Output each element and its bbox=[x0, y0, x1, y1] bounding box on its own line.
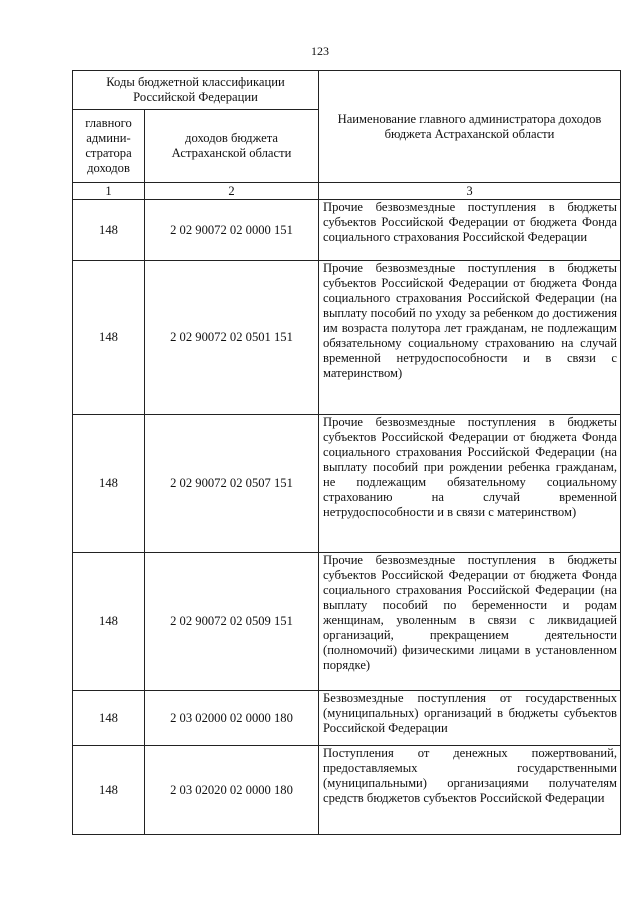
income-code-cell: 2 03 02020 02 0000 180 bbox=[145, 746, 319, 835]
header-code-column: доходов бюджета Астраханской области bbox=[145, 110, 319, 183]
admin-code-cell: 148 bbox=[73, 691, 145, 746]
income-code-cell: 2 03 02000 02 0000 180 bbox=[145, 691, 319, 746]
income-code-cell: 2 02 90072 02 0501 151 bbox=[145, 261, 319, 415]
header-number-2: 2 bbox=[145, 183, 319, 200]
admin-code-cell: 148 bbox=[73, 261, 145, 415]
header-number-3: 3 bbox=[319, 183, 621, 200]
page-number: 123 bbox=[311, 44, 329, 58]
income-code-cell: 2 02 90072 02 0507 151 bbox=[145, 415, 319, 553]
income-name-cell: Безвозмездные поступления от государственных (муниципальных) организаций в бюджеты субъектов Российской Федерации bbox=[319, 691, 621, 746]
table-row bbox=[73, 200, 621, 261]
income-code-cell: 2 02 90072 02 0000 151 bbox=[145, 200, 319, 261]
header-row-group bbox=[73, 71, 621, 110]
income-name-cell: Прочие безвозмездные поступления в бюджеты субъектов Российской Федерации от бюджета Фонда социального страхования Российской Федерации (на выплату пособий при рождении ребенка гражданам, не подлежащим обязательному социальному страхованию на случай временной нетрудоспособности и в связи с материнством) bbox=[319, 415, 621, 553]
header-group-title: Коды бюджетной классификации Российской Федерации bbox=[73, 71, 319, 110]
admin-code-cell: 148 bbox=[73, 746, 145, 835]
admin-code-cell: 148 bbox=[73, 553, 145, 691]
header-name-column: Наименование главного администратора доходов бюджета Астраханской области bbox=[319, 71, 621, 183]
table-row bbox=[73, 553, 621, 691]
table-row bbox=[73, 261, 621, 415]
table-row bbox=[73, 691, 621, 746]
table-row bbox=[73, 415, 621, 553]
budget-codes-table bbox=[72, 70, 621, 835]
income-name-cell: Поступления от денежных пожертвований, предоставляемых государственными (муниципальными) организациями получателям средств бюджетов субъектов Российской Федерации bbox=[319, 746, 621, 835]
income-code-cell: 2 02 90072 02 0509 151 bbox=[145, 553, 319, 691]
header-admin-column: главного админи-стратора доходов bbox=[73, 110, 145, 183]
header-number-1: 1 bbox=[73, 183, 145, 200]
income-name-cell: Прочие безвозмездные поступления в бюджеты субъектов Российской Федерации от бюджета Фонда социального страхования Российской Федерации bbox=[319, 200, 621, 261]
header-row-numbers bbox=[73, 183, 621, 200]
admin-code-cell: 148 bbox=[73, 415, 145, 553]
admin-code-cell: 148 bbox=[73, 200, 145, 261]
table-row bbox=[73, 746, 621, 835]
income-name-cell: Прочие безвозмездные поступления в бюджеты субъектов Российской Федерации от бюджета Фонда социального страхования Российской Федерации (на выплату пособий по беременности и родам женщинам, уволенным в связи с ликвидацией организаций, прекращением деятельности (полномочий) физическими лицами в установленном порядке) bbox=[319, 553, 621, 691]
income-name-cell: Прочие безвозмездные поступления в бюджеты субъектов Российской Федерации от бюджета Фонда социального страхования Российской Федерации (на выплату пособий по уходу за ребенком до достижения им возраста полутора лет гражданам, не подлежащим обязательному социальному страхованию на случай временной нетрудоспособности и в связи с материнством) bbox=[319, 261, 621, 415]
